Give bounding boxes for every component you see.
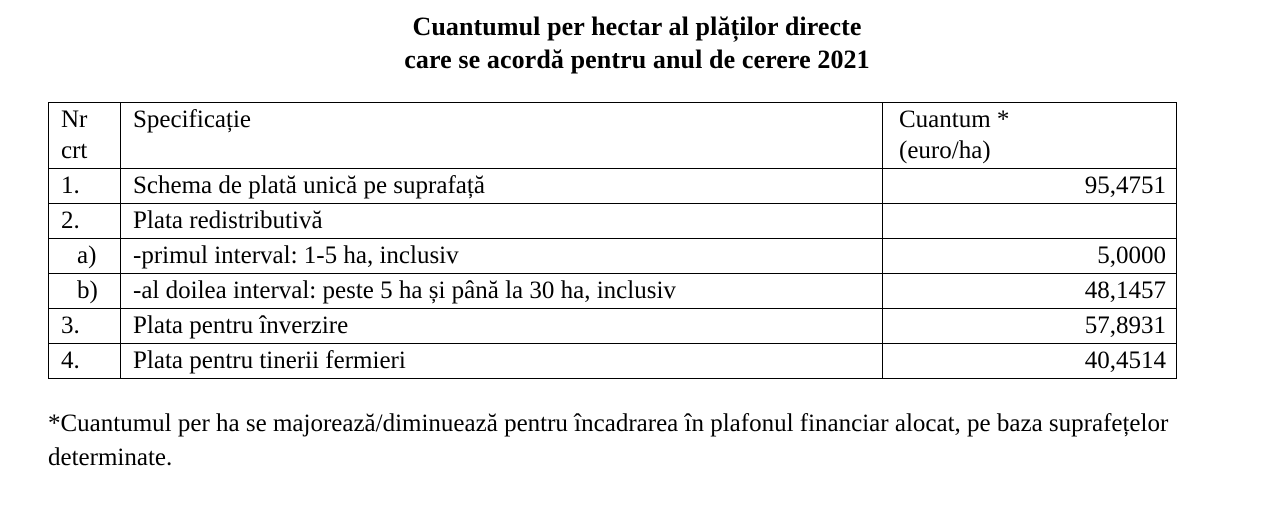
column-header-nr-line2: crt <box>61 137 88 164</box>
row-number: 3. <box>49 309 121 344</box>
row-value: 48,1457 <box>883 274 1177 309</box>
table-row <box>49 309 1177 344</box>
row-value: 95,4751 <box>883 169 1177 204</box>
row-specification: Schema de plată unică pe suprafață <box>121 169 883 204</box>
row-number: b) <box>49 274 121 309</box>
row-specification: Plata redistributivă <box>121 204 883 239</box>
column-header-nr <box>49 103 121 169</box>
table-row <box>49 204 1177 239</box>
row-specification: Plata pentru înverzire <box>121 309 883 344</box>
table-row <box>49 239 1177 274</box>
row-value: 57,8931 <box>883 309 1177 344</box>
table-header <box>49 103 1177 169</box>
table-body <box>49 169 1177 379</box>
table-row <box>49 274 1177 309</box>
column-header-specification: Specificație <box>121 103 883 169</box>
row-value: 5,0000 <box>883 239 1177 274</box>
row-value: 40,4514 <box>883 344 1177 379</box>
row-specification: -al doilea interval: peste 5 ha și până la 30 ha, inclusiv <box>121 274 883 309</box>
title-line-1: Cuantumul per hectar al plăților directe <box>412 12 862 41</box>
column-header-nr-line1: Nr <box>61 106 88 133</box>
title-line-2: care se acordă pentru anul de cerere 2021 <box>404 45 870 74</box>
table-container <box>48 102 1226 379</box>
row-number: 2. <box>49 204 121 239</box>
row-number: a) <box>49 239 121 274</box>
row-specification: -primul interval: 1-5 ha, inclusiv <box>121 239 883 274</box>
column-header-quantum-line2: (euro/ha) <box>899 137 991 164</box>
row-specification: Plata pentru tinerii fermieri <box>121 344 883 379</box>
table-row <box>49 344 1177 379</box>
row-number: 4. <box>49 344 121 379</box>
table-row <box>49 169 1177 204</box>
payments-table <box>48 102 1177 379</box>
row-number: 1. <box>49 169 121 204</box>
column-header-quantum <box>883 103 1177 169</box>
page-title <box>0 0 1274 76</box>
table-header-row <box>49 103 1177 169</box>
table-footnote: *Cuantumul per ha se majorează/diminuează pentru încadrarea în plafonul financiar alocat, pe baza suprafețelor determinate. <box>48 410 1169 471</box>
column-header-quantum-line1: Cuantum * <box>899 106 1010 133</box>
row-value <box>883 204 1177 239</box>
